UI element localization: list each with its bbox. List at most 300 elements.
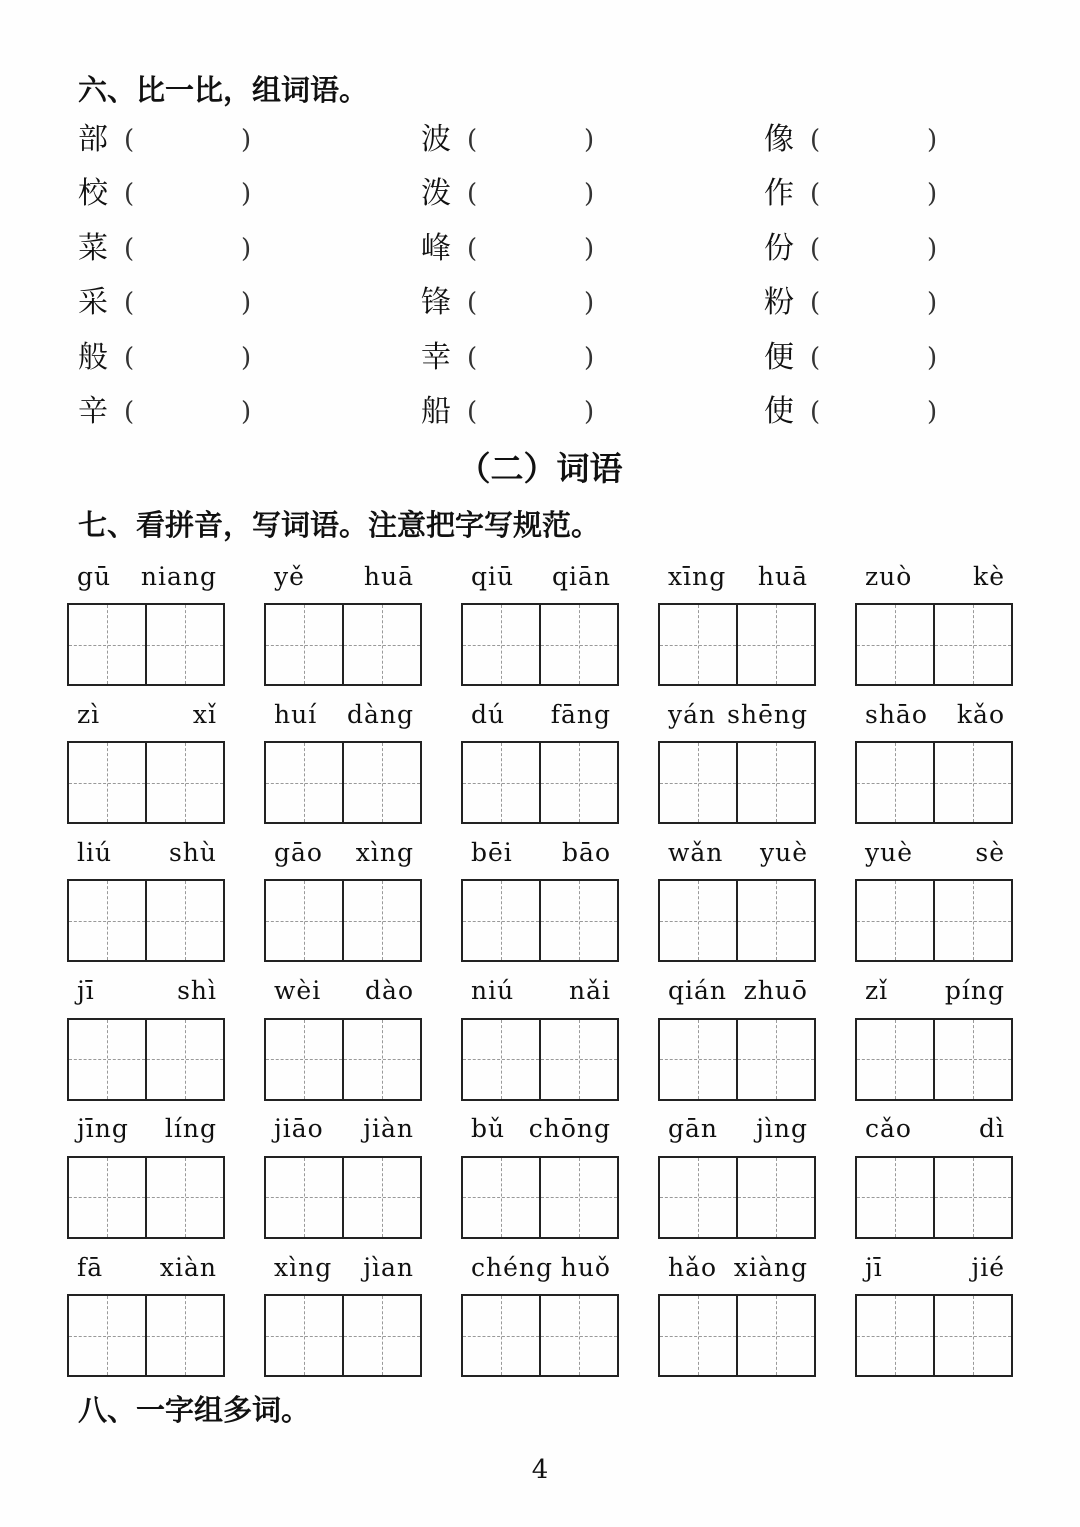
pinyin-label	[461, 834, 621, 870]
writing-boxes	[658, 1018, 816, 1101]
pinyin-syllable: jiāo	[274, 1114, 324, 1144]
writing-boxes	[855, 879, 1013, 962]
pinyin-syllable: dàng	[346, 699, 414, 729]
writing-boxes	[67, 741, 225, 824]
compare-char: 采	[78, 285, 108, 321]
writing-boxes	[264, 741, 422, 824]
tianzige-box[interactable]	[342, 743, 420, 822]
pinyin-syllable: xiàn	[159, 1252, 217, 1282]
pinyin-syllable: qián	[668, 976, 728, 1006]
tianzige-box[interactable]	[539, 743, 617, 822]
pinyin-label	[67, 834, 227, 870]
writing-boxes	[855, 1156, 1013, 1239]
pinyin-label	[461, 973, 621, 1009]
answer-slot[interactable]	[144, 233, 236, 265]
pinyin-label	[264, 1111, 424, 1147]
pinyin-syllable: gū	[77, 561, 112, 591]
compare-item	[78, 229, 268, 269]
tianzige-box[interactable]	[145, 1296, 223, 1375]
answer-slot[interactable]	[830, 342, 922, 374]
compare-char: 像	[764, 122, 794, 157]
pinyin-syllable: huí	[274, 699, 318, 729]
open-paren: (	[810, 342, 821, 373]
pinyin-label	[855, 1249, 1015, 1285]
compare-char: 辛	[78, 394, 108, 429]
writing-boxes	[67, 1156, 225, 1239]
pinyin-syllable: shēng	[727, 699, 808, 729]
pinyin-syllable: zì	[77, 699, 101, 729]
pinyin-label	[264, 834, 424, 870]
pinyin-syllable: jī	[865, 1252, 883, 1282]
pinyin-label	[658, 558, 818, 594]
tianzige-box[interactable]	[463, 881, 539, 960]
pinyin-syllable: yuè	[759, 837, 808, 867]
word-cell	[264, 1249, 424, 1379]
pinyin-syllable: chéng	[471, 1252, 554, 1282]
tianzige-box[interactable]	[857, 881, 933, 960]
pinyin-label	[461, 558, 621, 594]
pinyin-syllable: nǎi	[568, 976, 611, 1006]
tianzige-box[interactable]	[736, 1020, 814, 1099]
tianzige-box[interactable]	[69, 881, 145, 960]
close-paren: )	[241, 233, 252, 264]
compare-char: 峰	[421, 230, 451, 266]
open-paren: (	[467, 342, 478, 373]
pinyin-label	[264, 696, 424, 732]
word-cell	[264, 834, 424, 964]
open-paren: (	[124, 125, 135, 155]
pinyin-syllable: xīng	[668, 561, 727, 591]
tianzige-box[interactable]	[342, 605, 420, 684]
writing-boxes	[461, 603, 619, 686]
writing-boxes	[461, 879, 619, 962]
writing-boxes	[67, 1294, 225, 1377]
tianzige-box[interactable]	[463, 1020, 539, 1099]
compare-item	[421, 283, 611, 323]
answer-slot[interactable]	[487, 178, 579, 210]
pinyin-syllable: shāo	[865, 699, 928, 729]
compare-char: 菜	[78, 230, 108, 266]
writing-boxes	[461, 741, 619, 824]
writing-boxes	[264, 879, 422, 962]
pinyin-syllable: shì	[177, 976, 217, 1006]
compare-char: 份	[764, 230, 794, 266]
tianzige-box[interactable]	[660, 1158, 736, 1237]
word-cell	[855, 558, 1015, 688]
tianzige-box[interactable]	[342, 881, 420, 960]
tianzige-box[interactable]	[933, 1296, 1011, 1375]
word-cell	[264, 696, 424, 826]
tianzige-box[interactable]	[342, 1296, 420, 1375]
pinyin-syllable: qiān	[551, 561, 611, 591]
tianzige-box[interactable]	[145, 605, 223, 684]
open-paren: (	[124, 397, 135, 427]
answer-slot[interactable]	[830, 396, 922, 428]
pinyin-label	[855, 696, 1015, 732]
answer-slot[interactable]	[144, 178, 236, 210]
open-paren: (	[467, 125, 478, 155]
close-paren: )	[241, 288, 252, 319]
writing-boxes	[855, 1018, 1013, 1101]
close-paren: )	[927, 288, 938, 319]
pinyin-label	[855, 1111, 1015, 1147]
pinyin-syllable: dào	[365, 976, 414, 1006]
pinyin-syllable: huā	[363, 561, 414, 591]
writing-boxes	[461, 1294, 619, 1377]
writing-boxes	[264, 1156, 422, 1239]
tianzige-box[interactable]	[145, 1158, 223, 1237]
word-cell	[67, 973, 227, 1103]
answer-slot[interactable]	[830, 124, 922, 156]
tianzige-box[interactable]	[342, 1158, 420, 1237]
writing-boxes	[658, 603, 816, 686]
compare-item	[421, 120, 611, 160]
word-cell	[264, 1111, 424, 1241]
tianzige-box[interactable]	[857, 605, 933, 684]
compare-char: 作	[764, 176, 794, 212]
compare-item	[421, 392, 611, 432]
writing-boxes	[67, 603, 225, 686]
word-cell	[461, 1249, 621, 1379]
answer-slot[interactable]	[830, 233, 922, 265]
tianzige-box[interactable]	[539, 605, 617, 684]
tianzige-box[interactable]	[736, 743, 814, 822]
answer-slot[interactable]	[487, 233, 579, 265]
pinyin-syllable: kǎo	[956, 699, 1005, 729]
pinyin-syllable: hǎo	[668, 1252, 718, 1282]
pinyin-label	[658, 1249, 818, 1285]
tianzige-box[interactable]	[539, 881, 617, 960]
pinyin-syllable: cǎo	[865, 1114, 912, 1144]
word-cell	[67, 558, 227, 688]
writing-boxes	[264, 603, 422, 686]
answer-slot[interactable]	[144, 124, 236, 156]
tianzige-box[interactable]	[933, 881, 1011, 960]
pinyin-syllable: yě	[274, 561, 305, 591]
tianzige-box[interactable]	[857, 1296, 933, 1375]
pinyin-label	[67, 973, 227, 1009]
pinyin-syllable: chōng	[528, 1114, 611, 1144]
writing-boxes	[67, 1018, 225, 1101]
writing-boxes	[855, 741, 1013, 824]
section-7-heading: 七、看拼音，写词语。注意把字写规范。	[78, 508, 601, 542]
pinyin-label	[658, 834, 818, 870]
word-cell	[658, 973, 818, 1103]
writing-boxes	[855, 603, 1013, 686]
compare-item	[78, 338, 268, 378]
pinyin-syllable: líng	[164, 1114, 217, 1144]
pinyin-syllable: xiàng	[733, 1252, 808, 1282]
compare-char: 锋	[421, 285, 451, 321]
pinyin-label	[461, 1111, 621, 1147]
tianzige-box[interactable]	[660, 605, 736, 684]
writing-boxes	[658, 741, 816, 824]
pinyin-syllable: niú	[471, 976, 515, 1006]
pinyin-syllable: gān	[668, 1114, 719, 1144]
close-paren: )	[927, 397, 938, 427]
tianzige-box[interactable]	[266, 1020, 342, 1099]
pinyin-syllable: niang	[140, 561, 217, 591]
open-paren: (	[467, 397, 478, 427]
pinyin-syllable: yuè	[865, 837, 914, 867]
pinyin-syllable: yán	[668, 699, 717, 729]
pinyin-label	[461, 1249, 621, 1285]
tianzige-box[interactable]	[736, 881, 814, 960]
pinyin-syllable: huǒ	[560, 1252, 611, 1282]
pinyin-syllable: gāo	[274, 837, 323, 867]
writing-boxes	[658, 1294, 816, 1377]
word-cell	[855, 696, 1015, 826]
open-paren: (	[810, 125, 821, 155]
word-cell	[855, 834, 1015, 964]
word-cell	[264, 558, 424, 688]
word-cell	[461, 973, 621, 1103]
pinyin-syllable: wǎn	[668, 837, 724, 867]
pinyin-syllable: kè	[973, 561, 1005, 591]
tianzige-box[interactable]	[933, 1020, 1011, 1099]
tianzige-box[interactable]	[933, 605, 1011, 684]
tianzige-box[interactable]	[266, 881, 342, 960]
tianzige-box[interactable]	[145, 1020, 223, 1099]
open-paren: (	[124, 342, 135, 373]
tianzige-box[interactable]	[145, 743, 223, 822]
open-paren: (	[467, 233, 478, 264]
section-8-heading: 八、一字组多词。	[78, 1393, 311, 1427]
compare-item	[421, 229, 611, 269]
answer-slot[interactable]	[144, 287, 236, 319]
pinyin-label	[658, 696, 818, 732]
compare-char: 校	[78, 176, 108, 212]
pinyin-label	[461, 696, 621, 732]
compare-char: 般	[78, 339, 108, 375]
open-paren: (	[810, 288, 821, 319]
close-paren: )	[584, 179, 595, 210]
pinyin-label	[67, 558, 227, 594]
compare-item	[764, 392, 954, 432]
word-cell	[461, 834, 621, 964]
close-paren: )	[927, 233, 938, 264]
tianzige-box[interactable]	[463, 1296, 539, 1375]
word-cell	[461, 1111, 621, 1241]
writing-boxes	[264, 1018, 422, 1101]
tianzige-box[interactable]	[69, 1158, 145, 1237]
pinyin-syllable: píng	[944, 976, 1005, 1006]
close-paren: )	[241, 179, 252, 210]
tianzige-box[interactable]	[857, 1020, 933, 1099]
pinyin-syllable: dú	[471, 699, 506, 729]
tianzige-box[interactable]	[266, 1296, 342, 1375]
compare-char: 波	[421, 122, 451, 157]
section-6-heading: 六、比一比，组词语。	[78, 73, 369, 107]
open-paren: (	[810, 397, 821, 427]
open-paren: (	[467, 288, 478, 319]
pinyin-syllable: zǐ	[865, 976, 889, 1006]
word-cell	[855, 1111, 1015, 1241]
compare-item	[421, 338, 611, 378]
tianzige-box[interactable]	[463, 605, 539, 684]
pinyin-syllable: bāo	[562, 837, 611, 867]
pinyin-syllable: wèi	[274, 976, 322, 1006]
word-cell	[658, 558, 818, 688]
compare-item	[78, 174, 268, 214]
pinyin-syllable: jìng	[756, 1114, 808, 1144]
tianzige-box[interactable]	[69, 743, 145, 822]
word-cell	[461, 558, 621, 688]
compare-char: 使	[764, 394, 794, 429]
tianzige-box[interactable]	[933, 743, 1011, 822]
pinyin-label	[658, 1111, 818, 1147]
close-paren: )	[927, 125, 938, 155]
pinyin-syllable: sè	[975, 837, 1005, 867]
pinyin-syllable: huā	[757, 561, 808, 591]
close-paren: )	[584, 288, 595, 319]
pinyin-syllable: fāng	[550, 699, 611, 729]
open-paren: (	[124, 179, 135, 210]
word-cell	[461, 696, 621, 826]
compare-item	[421, 174, 611, 214]
word-cell	[67, 1111, 227, 1241]
word-cell	[658, 1249, 818, 1379]
compare-item	[764, 174, 954, 214]
tianzige-box[interactable]	[736, 1296, 814, 1375]
word-cell	[67, 1249, 227, 1379]
section-2-title: （二）词语	[457, 449, 623, 488]
pinyin-syllable: qiū	[471, 561, 515, 591]
compare-item	[78, 120, 268, 160]
pinyin-label	[264, 1249, 424, 1285]
pinyin-syllable: jī	[77, 976, 95, 1006]
compare-item	[78, 392, 268, 432]
word-cell	[264, 973, 424, 1103]
pinyin-label	[264, 558, 424, 594]
word-cell	[67, 834, 227, 964]
compare-char: 粉	[764, 285, 794, 321]
pinyin-syllable: xìng	[274, 1252, 333, 1282]
pinyin-syllable: jīng	[77, 1114, 129, 1144]
pinyin-label	[855, 558, 1015, 594]
pinyin-label	[855, 973, 1015, 1009]
tianzige-box[interactable]	[736, 1158, 814, 1237]
pinyin-syllable: jìan	[363, 1252, 414, 1282]
pinyin-syllable: jié	[971, 1252, 1005, 1282]
open-paren: (	[467, 179, 478, 210]
pinyin-syllable: shù	[168, 837, 217, 867]
tianzige-box[interactable]	[660, 1296, 736, 1375]
pinyin-syllable: xǐ	[192, 699, 217, 729]
answer-slot[interactable]	[487, 287, 579, 319]
answer-slot[interactable]	[144, 342, 236, 374]
pinyin-label	[264, 973, 424, 1009]
compare-char: 便	[764, 339, 794, 375]
pinyin-syllable: dì	[979, 1114, 1005, 1144]
word-cell	[658, 1111, 818, 1241]
tianzige-box[interactable]	[463, 1158, 539, 1237]
writing-boxes	[67, 879, 225, 962]
open-paren: (	[810, 179, 821, 210]
pinyin-label	[658, 973, 818, 1009]
writing-boxes	[855, 1294, 1013, 1377]
tianzige-box[interactable]	[463, 743, 539, 822]
open-paren: (	[124, 288, 135, 319]
tianzige-box[interactable]	[857, 743, 933, 822]
tianzige-box[interactable]	[266, 743, 342, 822]
writing-boxes	[658, 879, 816, 962]
close-paren: )	[584, 233, 595, 264]
answer-slot[interactable]	[487, 342, 579, 374]
close-paren: )	[241, 342, 252, 373]
compare-item	[764, 283, 954, 323]
compare-item	[78, 283, 268, 323]
pinyin-syllable: liú	[77, 837, 113, 867]
word-cell	[658, 696, 818, 826]
close-paren: )	[584, 397, 595, 427]
pinyin-label	[67, 1111, 227, 1147]
pinyin-syllable: xìng	[355, 837, 414, 867]
answer-slot[interactable]	[487, 124, 579, 156]
tianzige-box[interactable]	[145, 881, 223, 960]
pinyin-label	[67, 696, 227, 732]
answer-slot[interactable]	[830, 178, 922, 210]
writing-boxes	[461, 1018, 619, 1101]
page-number: 4	[531, 1455, 549, 1485]
pinyin-syllable: zuò	[865, 561, 913, 591]
word-cell	[67, 696, 227, 826]
compare-item	[764, 338, 954, 378]
tianzige-box[interactable]	[736, 605, 814, 684]
answer-slot[interactable]	[144, 396, 236, 428]
pinyin-syllable: bēi	[471, 837, 513, 867]
tianzige-box[interactable]	[69, 605, 145, 684]
compare-char: 船	[421, 394, 451, 429]
tianzige-box[interactable]	[660, 743, 736, 822]
compare-item	[764, 120, 954, 160]
tianzige-box[interactable]	[539, 1158, 617, 1237]
compare-item	[764, 229, 954, 269]
pinyin-label	[855, 834, 1015, 870]
compare-char: 部	[78, 122, 108, 157]
writing-boxes	[264, 1294, 422, 1377]
tianzige-box[interactable]	[69, 1020, 145, 1099]
word-cell	[855, 973, 1015, 1103]
tianzige-box[interactable]	[539, 1020, 617, 1099]
pinyin-syllable: bǔ	[471, 1114, 506, 1144]
close-paren: )	[927, 179, 938, 210]
close-paren: )	[241, 125, 252, 155]
compare-char: 泼	[421, 176, 451, 212]
tianzige-box[interactable]	[266, 605, 342, 684]
close-paren: )	[241, 397, 252, 427]
open-paren: (	[124, 233, 135, 264]
answer-slot[interactable]	[830, 287, 922, 319]
pinyin-syllable: fā	[77, 1252, 104, 1282]
compare-char: 幸	[421, 339, 451, 375]
tianzige-box[interactable]	[266, 1158, 342, 1237]
pinyin-syllable: jiàn	[363, 1114, 414, 1144]
tianzige-box[interactable]	[857, 1158, 933, 1237]
open-paren: (	[810, 233, 821, 264]
tianzige-box[interactable]	[539, 1296, 617, 1375]
tianzige-box[interactable]	[69, 1296, 145, 1375]
writing-boxes	[461, 1156, 619, 1239]
answer-slot[interactable]	[487, 396, 579, 428]
close-paren: )	[584, 342, 595, 373]
word-cell	[658, 834, 818, 964]
tianzige-box[interactable]	[933, 1158, 1011, 1237]
close-paren: )	[584, 125, 595, 155]
tianzige-box[interactable]	[660, 1020, 736, 1099]
tianzige-box[interactable]	[660, 881, 736, 960]
tianzige-box[interactable]	[342, 1020, 420, 1099]
